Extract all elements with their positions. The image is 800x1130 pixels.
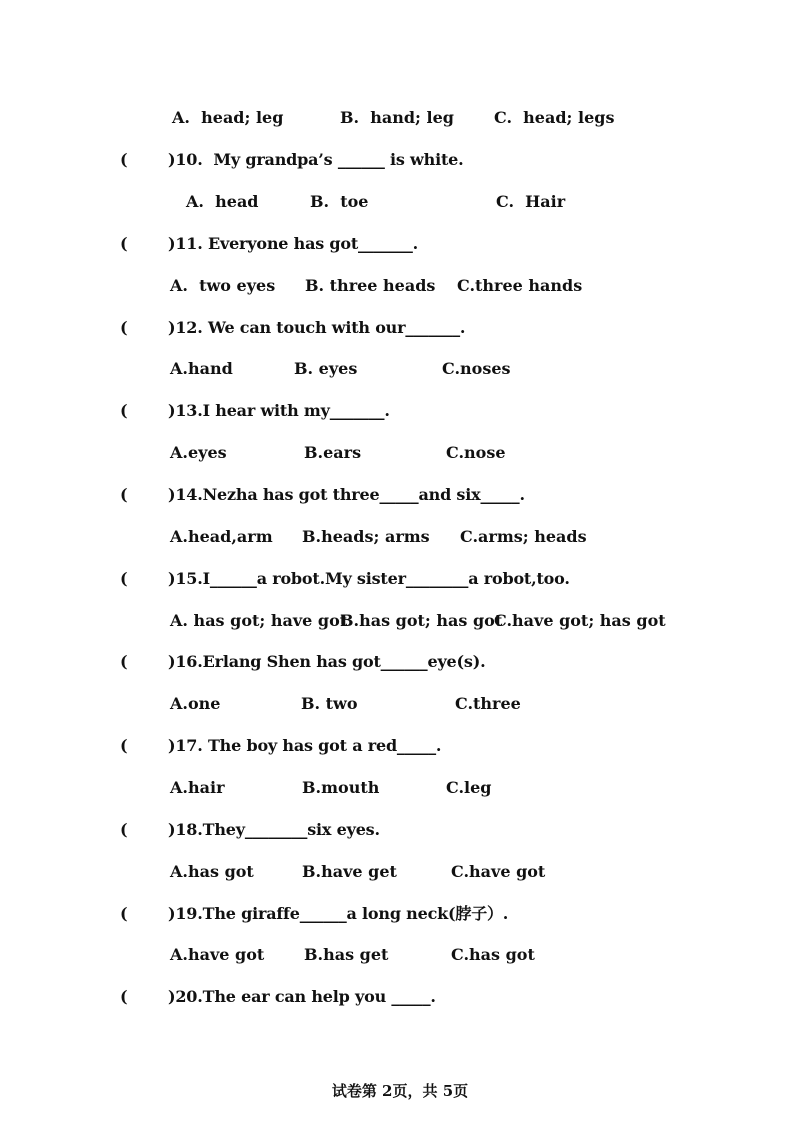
answer-paren-15: ( [120,569,128,588]
q16-option-b: B. two [301,694,358,713]
question-14-text: )14.Nezha has got three_____and six_____. [168,485,525,504]
question-20-text: )20.The ear can help you _____. [168,987,436,1006]
q11-option-a: A. two eyes [170,276,276,295]
q14-option-a: A.head,arm [170,527,273,546]
q15-option-b: B.has got; has got [340,611,503,630]
page-footer: 试卷第 2页，共 5页 [331,1082,469,1100]
q17-option-b: B.mouth [302,778,380,797]
question-19-text: )19.The giraffe______a long neck(脖子）. [168,904,509,923]
q14-option-b: B.heads; arms [302,527,430,546]
q16-option-c: C.three [455,694,521,713]
q13-option-b: B.ears [304,443,362,462]
q18-option-c: C.have got [451,862,546,881]
q9-option-a: A. head; leg [172,108,284,127]
answer-paren-13: ( [120,401,128,420]
question-17-text: )17. The boy has got a red_____. [168,736,442,755]
q15-option-a: A. has got; have got [170,611,348,630]
q19-option-a: A.have got [170,945,265,964]
answer-paren-14: ( [120,485,128,504]
q10-option-c: C. Hair [496,192,566,211]
q19-option-b: B.has get [304,945,389,964]
answer-paren-11: ( [120,234,128,253]
q17-option-a: A.hair [170,778,225,797]
answer-paren-19: ( [120,904,128,923]
answer-paren-20: ( [120,987,128,1006]
q12-option-b: B. eyes [294,359,358,378]
question-11-text: )11. Everyone has got_______. [168,234,419,253]
q9-option-c: C. head; legs [494,108,615,127]
question-18-text: )18.They________six eyes. [168,820,380,839]
question-13-text: )13.I hear with my_______. [168,401,390,420]
q13-option-c: C.nose [446,443,506,462]
q9-option-b: B. hand; leg [340,108,454,127]
question-15-text: )15.I______a robot.My sister________a robot,too. [168,569,570,588]
q13-option-a: A.eyes [170,443,227,462]
answer-paren-16: ( [120,652,128,671]
question-10-text: )10. My grandpa’s ______ is white. [168,150,464,169]
q14-option-c: C.arms; heads [460,527,587,546]
q12-option-c: C.noses [442,359,511,378]
answer-paren-17: ( [120,736,128,755]
q19-option-c: C.has got [451,945,535,964]
question-12-text: )12. We can touch with our_______. [168,318,466,337]
answer-paren-10: ( [120,150,128,169]
q10-option-a: A. head [186,192,259,211]
q11-option-b: B. three heads [305,276,436,295]
q10-option-b: B. toe [310,192,369,211]
answer-paren-12: ( [120,318,128,337]
q16-option-a: A.one [170,694,221,713]
q18-option-b: B.have get [302,862,397,881]
q15-option-c: C.have got; has got [494,611,666,630]
answer-paren-18: ( [120,820,128,839]
q18-option-a: A.has got [170,862,254,881]
question-16-text: )16.Erlang Shen has got______eye(s). [168,652,486,671]
q17-option-c: C.leg [446,778,492,797]
q11-option-c: C.three hands [457,276,583,295]
q12-option-a: A.hand [170,359,233,378]
